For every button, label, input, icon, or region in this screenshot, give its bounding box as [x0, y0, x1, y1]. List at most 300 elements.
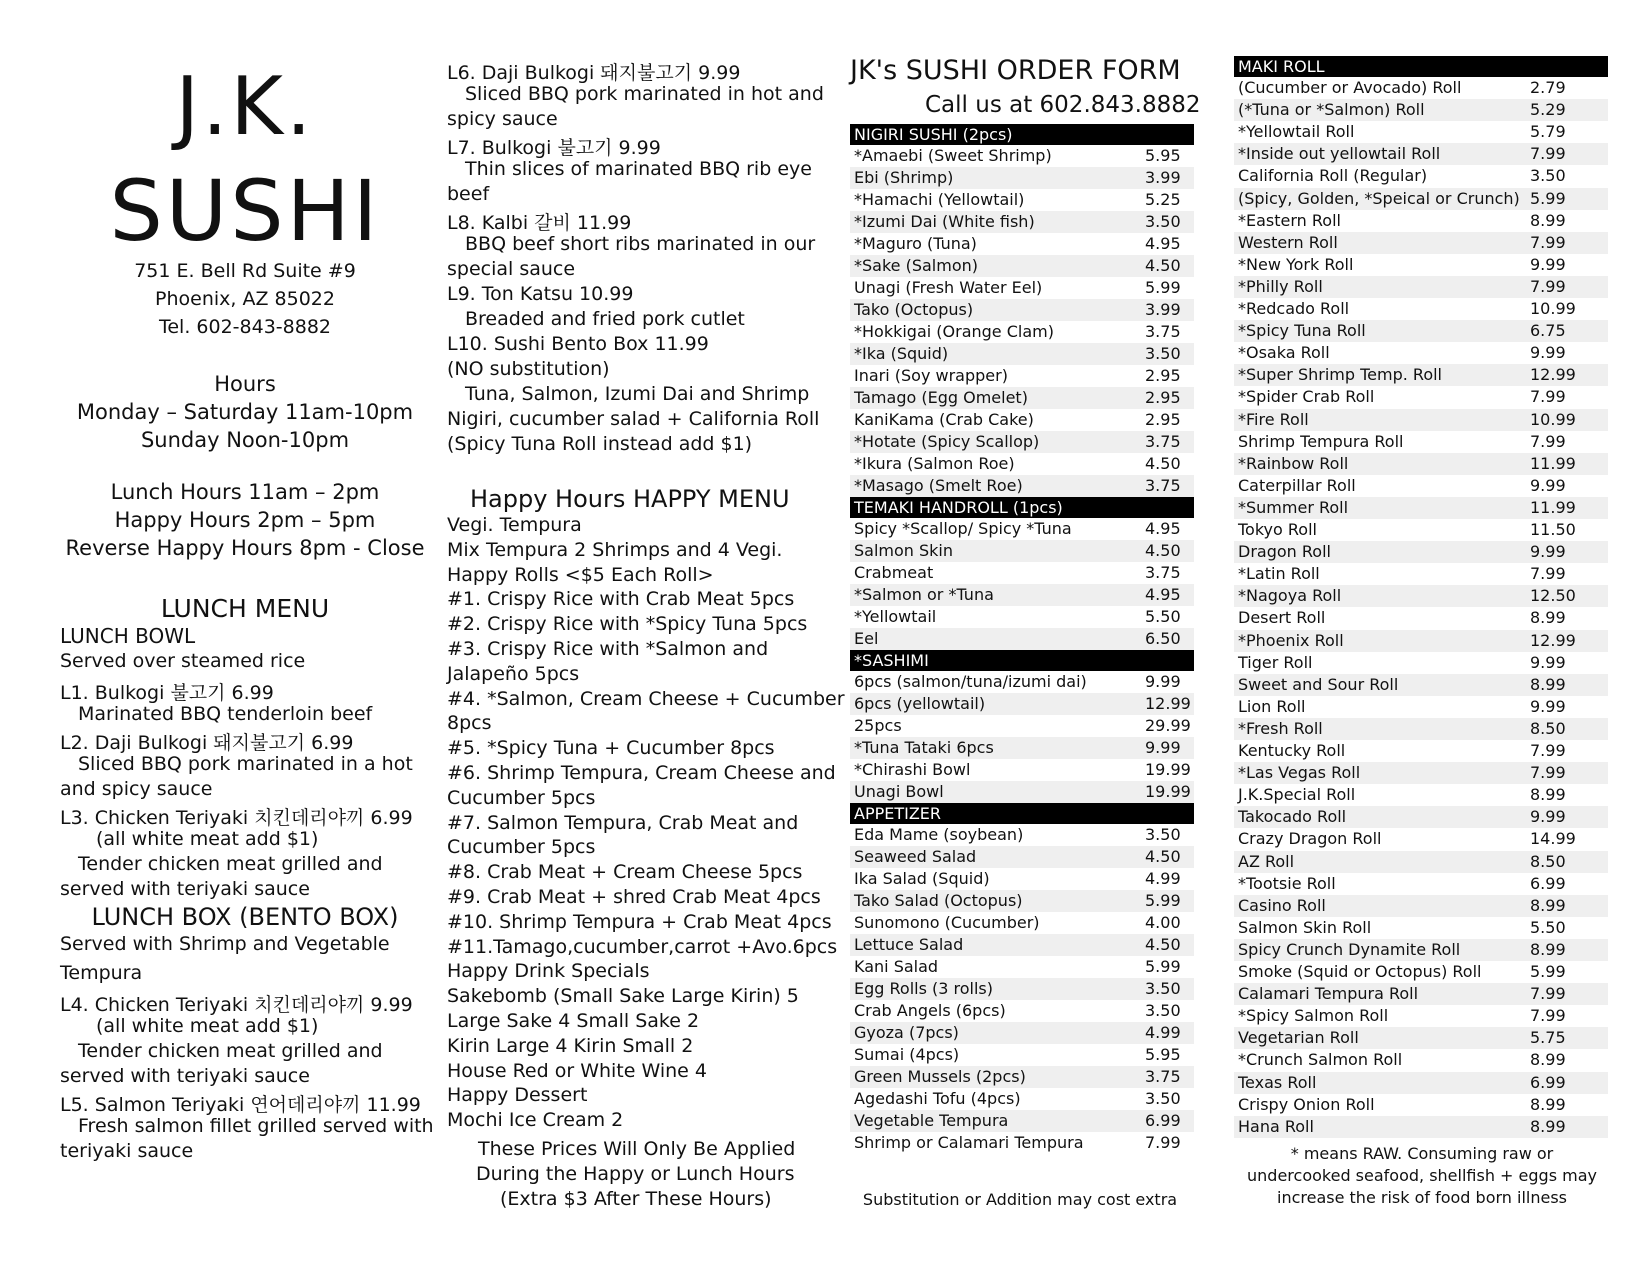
item-name: Calamari Tempura Roll — [1238, 984, 1419, 1004]
item-name: Crabmeat — [854, 563, 934, 582]
hours-reverse: Reverse Happy Hours 8pm - Close — [65, 536, 425, 560]
item-price: 5.99 — [1145, 278, 1181, 297]
maki-roll-row — [1234, 298, 1608, 320]
item-name: *Tuna Tataki 6pcs — [854, 738, 994, 757]
happy-menu-line: Happy Dessert — [447, 1084, 588, 1107]
item-name: *Yellowtail — [854, 607, 937, 626]
item-name: *Las Vegas Roll — [1238, 763, 1361, 783]
maki-roll-row — [1234, 784, 1608, 806]
item-name: *Salmon or *Tuna — [854, 585, 994, 604]
item-name: Salmon Skin Roll — [1238, 917, 1372, 937]
menu-item-l6-desc-2: spicy sauce — [447, 108, 558, 130]
maki-roll-row — [1234, 77, 1608, 99]
item-name: *New York Roll — [1238, 254, 1354, 274]
nigiri-sushi-row — [850, 277, 1194, 299]
maki-roll-row — [1234, 674, 1608, 696]
appetizer-row — [850, 1110, 1194, 1132]
appetizer-row — [850, 846, 1194, 868]
item-price: 4.50 — [1145, 454, 1181, 473]
item-price: 19.99 — [1145, 782, 1191, 801]
appetizer-row — [850, 1000, 1194, 1022]
item-name: *Crunch Salmon Roll — [1238, 1050, 1403, 1070]
menu-item-l1: L1. Bulkogi 불고기 6.99 — [60, 682, 274, 704]
happy-menu-line: #3. Crispy Rice with *Salmon and — [447, 638, 769, 660]
item-name: *Hokkigai (Orange Clam) — [854, 322, 1054, 341]
appetizer-row — [850, 1132, 1194, 1154]
item-price: 5.29 — [1530, 100, 1566, 120]
menu-item-l10-desc-2: Nigiri, cucumber salad + California Roll — [447, 408, 820, 430]
lunch-box-sub-2: Tempura — [60, 962, 143, 984]
sashimi-row — [850, 693, 1194, 715]
happy-menu-line: 8pcs — [447, 712, 492, 735]
item-price: 8.99 — [1530, 1050, 1566, 1070]
item-price: 4.95 — [1145, 234, 1181, 253]
menu-item-l9-desc: Breaded and fried pork cutlet — [465, 308, 745, 330]
appetizer-row — [850, 868, 1194, 890]
menu-item-l4-desc: Tender chicken meat grilled and — [78, 1040, 383, 1062]
item-price: 4.50 — [1145, 541, 1181, 560]
item-price: 5.75 — [1530, 1028, 1566, 1048]
item-name: Western Roll — [1238, 232, 1338, 252]
item-name: *Philly Roll — [1238, 276, 1323, 296]
item-price: 11.99 — [1530, 453, 1576, 473]
item-price: 5.99 — [1145, 891, 1181, 910]
item-name: Unagi Bowl — [854, 782, 944, 801]
item-name: Lettuce Salad — [854, 935, 964, 954]
item-name: Eda Mame (soybean) — [854, 825, 1024, 844]
temaki-handroll-row — [850, 540, 1194, 562]
nigiri-sushi-row — [850, 365, 1194, 387]
menu-item-l8: L8. Kalbi 갈비 11.99 — [447, 212, 632, 234]
maki-roll-row — [1234, 1116, 1608, 1138]
item-name: *Yellowtail Roll — [1238, 122, 1355, 142]
lunch-box-title: LUNCH BOX (BENTO BOX) — [91, 903, 399, 931]
happy-menu-line: #4. *Salmon, Cream Cheese + Cucumber — [447, 687, 845, 710]
menu-item-l3: L3. Chicken Teriyaki 치킨데리야끼 6.99 — [60, 807, 413, 829]
item-name: *Hamachi (Yellowtail) — [854, 190, 1025, 209]
item-name: Lion Roll — [1238, 696, 1306, 716]
item-name: Shrimp or Calamari Tempura — [854, 1133, 1084, 1152]
item-name: Seaweed Salad — [854, 847, 977, 866]
item-name: *Hotate (Spicy Scallop) — [854, 432, 1040, 451]
temaki-handroll-row — [850, 584, 1194, 606]
happy-menu-line: Mochi Ice Cream 2 — [447, 1109, 624, 1132]
item-name: Crispy Onion Roll — [1238, 1094, 1375, 1114]
item-price: 7.99 — [1530, 984, 1566, 1004]
item-price: 7.99 — [1530, 144, 1566, 164]
menu-item-l5-desc-2: teriyaki sauce — [60, 1140, 194, 1162]
item-price: 7.99 — [1530, 431, 1566, 451]
happy-menu-line: Happy Rolls <$5 Each Roll> — [447, 563, 714, 586]
item-price: 7.99 — [1530, 276, 1566, 296]
item-price: 4.99 — [1145, 1023, 1181, 1042]
item-name: Kentucky Roll — [1238, 741, 1346, 760]
item-name: Spicy Crunch Dynamite Roll — [1238, 939, 1461, 959]
item-name: 25pcs — [854, 716, 902, 735]
appetizer-row — [850, 1022, 1194, 1044]
nigiri-sushi-header: NIGIRI SUSHI (2pcs) — [850, 124, 1194, 145]
maki-roll-row — [1234, 232, 1608, 254]
menu-item-l10-note: (NO substitution) — [447, 358, 610, 380]
item-price: 3.50 — [1145, 344, 1181, 363]
maki-roll-row — [1234, 917, 1608, 939]
item-name: Smoke (Squid or Octopus) Roll — [1238, 962, 1482, 981]
happy-menu-line: Cucumber 5pcs — [447, 786, 596, 809]
item-price: 5.99 — [1530, 962, 1566, 981]
maki-roll-row — [1234, 409, 1608, 431]
happy-menu-line: House Red or White Wine 4 — [447, 1059, 707, 1082]
item-price: 6.99 — [1530, 1072, 1566, 1092]
item-price: 8.99 — [1530, 674, 1566, 694]
maki-roll-row — [1234, 1005, 1608, 1027]
item-price: 5.95 — [1145, 1045, 1181, 1064]
item-price: 10.99 — [1530, 299, 1576, 318]
maki-roll-row — [1234, 453, 1608, 475]
appetizer-row — [850, 1044, 1194, 1066]
maki-roll-row — [1234, 99, 1608, 121]
sashimi-row — [850, 671, 1194, 693]
happy-menu-line: Sakebomb (Small Sake Large Kirin) 5 — [447, 985, 799, 1008]
item-name: Shrimp Tempura Roll — [1238, 431, 1404, 451]
item-price: 8.99 — [1530, 939, 1566, 959]
nigiri-sushi-row — [850, 409, 1194, 431]
item-name: *Tootsie Roll — [1238, 873, 1336, 893]
sashimi-row — [850, 781, 1194, 803]
item-price: 4.50 — [1145, 256, 1181, 275]
menu-item-l3-desc-2: served with teriyaki sauce — [60, 878, 310, 900]
item-name: *Spicy Tuna Roll — [1238, 321, 1366, 341]
temaki-handroll-row — [850, 562, 1194, 584]
item-name: Egg Rolls (3 rolls) — [854, 979, 993, 998]
item-price: 12.99 — [1145, 694, 1191, 713]
happy-menu-line: Happy Drink Specials — [447, 960, 650, 983]
item-price: 9.99 — [1530, 343, 1566, 363]
sashimi-row — [850, 759, 1194, 781]
item-name: Sunomono (Cucumber) — [854, 913, 1040, 932]
order-form-title: JK's SUSHI ORDER FORM — [850, 55, 1181, 86]
maki-roll-row — [1234, 851, 1608, 873]
maki-roll-row — [1234, 585, 1608, 607]
happy-note-3: (Extra $3 After These Hours) — [500, 1188, 772, 1210]
item-price: 5.25 — [1145, 190, 1181, 209]
menu-item-l5: L5. Salmon Teriyaki 연어데리야끼 11.99 — [60, 1094, 421, 1116]
maki-roll-header: MAKI ROLL — [1234, 56, 1608, 77]
item-name: AZ Roll — [1238, 851, 1295, 871]
menu-item-l2-desc: Sliced BBQ pork marinated in a hot — [78, 753, 413, 775]
item-price: 4.50 — [1145, 935, 1181, 954]
maki-roll-row — [1234, 607, 1608, 629]
order-form-footer: Substitution or Addition may cost extra — [862, 1190, 1178, 1209]
item-price: 8.99 — [1530, 608, 1566, 628]
happy-menu-line: Mix Tempura 2 Shrimps and 4 Vegi. — [447, 538, 783, 561]
maki-roll-row — [1234, 541, 1608, 563]
item-name: KaniKama (Crab Cake) — [854, 410, 1034, 429]
item-name: Ebi (Shrimp) — [854, 168, 954, 187]
maki-roll-row — [1234, 320, 1608, 342]
item-price: 12.50 — [1530, 586, 1576, 606]
nigiri-sushi-row — [850, 145, 1194, 167]
nigiri-sushi-row — [850, 189, 1194, 211]
item-name: Green Mussels (2pcs) — [854, 1067, 1026, 1086]
sashimi-header: *SASHIMI — [850, 650, 1194, 671]
item-price: 7.99 — [1530, 232, 1566, 252]
maki-roll-row — [1234, 762, 1608, 784]
happy-menu-line: #2. Crispy Rice with *Spicy Tuna 5pcs — [447, 613, 808, 636]
item-name: *Spider Crab Roll — [1238, 387, 1375, 407]
raw-warning-2: undercooked seafood, shellfish + eggs may — [1247, 1166, 1597, 1185]
menu-item-l10: L10. Sushi Bento Box 11.99 — [447, 333, 709, 355]
item-name: *Maguro (Tuna) — [854, 234, 977, 253]
address-city: Phoenix, AZ 85022 — [155, 288, 335, 310]
happy-menu-line: #11.Tamago,cucumber,carrot +Avo.6pcs — [447, 935, 838, 958]
maki-roll-row — [1234, 254, 1608, 276]
item-price: 6.50 — [1145, 629, 1181, 648]
nigiri-sushi-row — [850, 475, 1194, 497]
item-name: *Sake (Salmon) — [854, 256, 978, 275]
happy-menu-line: Kirin Large 4 Kirin Small 2 — [447, 1034, 694, 1057]
menu-item-l6-desc: Sliced BBQ pork marinated in hot and — [465, 83, 824, 105]
nigiri-sushi-row — [850, 255, 1194, 277]
happy-note-2: During the Happy or Lunch Hours — [476, 1163, 795, 1185]
maki-roll-row — [1234, 961, 1608, 983]
maki-roll-row — [1234, 276, 1608, 298]
item-price: 4.95 — [1145, 519, 1181, 538]
item-price: 8.99 — [1530, 895, 1566, 915]
maki-roll-row — [1234, 563, 1608, 585]
item-price: 9.99 — [1530, 542, 1566, 562]
hours-weekdays: Monday – Saturday 11am-10pm — [76, 400, 414, 424]
nigiri-sushi-row — [850, 343, 1194, 365]
item-price: 2.95 — [1145, 366, 1181, 385]
item-price: 8.99 — [1530, 1116, 1566, 1136]
menu-item-l3-desc: Tender chicken meat grilled and — [78, 853, 383, 875]
item-name: (Cucumber or Avocado) Roll — [1238, 78, 1462, 97]
maki-roll-row — [1234, 431, 1608, 453]
menu-item-l4-note: (all white meat add $1) — [96, 1015, 319, 1037]
appetizer-header: APPETIZER — [850, 803, 1194, 824]
item-name: Dragon Roll — [1238, 542, 1331, 562]
maki-roll-row — [1234, 210, 1608, 232]
item-price: 14.99 — [1530, 829, 1576, 849]
happy-menu-line: #10. Shrimp Tempura + Crab Meat 4pcs — [447, 910, 832, 933]
item-price: 3.75 — [1145, 476, 1181, 495]
item-price: 6.75 — [1530, 321, 1566, 341]
happy-menu-line: #8. Crab Meat + Cream Cheese 5pcs — [447, 861, 803, 884]
item-price: 3.75 — [1145, 1067, 1181, 1086]
item-price: 3.50 — [1145, 825, 1181, 844]
maki-roll-row — [1234, 188, 1608, 210]
sashimi-row — [850, 715, 1194, 737]
menu-item-l8-desc-2: special sauce — [447, 258, 576, 280]
item-name: *Eastern Roll — [1238, 210, 1341, 230]
maki-roll-row — [1234, 939, 1608, 961]
hours-sunday: Sunday Noon-10pm — [140, 428, 350, 452]
item-name: *Ika (Squid) — [854, 344, 949, 363]
item-price: 8.99 — [1530, 210, 1566, 230]
item-price: 7.99 — [1530, 741, 1566, 760]
item-name: Agedashi Tofu (4pcs) — [854, 1089, 1021, 1108]
item-name: *Chirashi Bowl — [854, 760, 971, 779]
item-price: 11.50 — [1530, 520, 1576, 539]
menu-item-l4-desc-2: served with teriyaki sauce — [60, 1065, 310, 1087]
happy-menu-line: #9. Crab Meat + shred Crab Meat 4pcs — [447, 886, 821, 908]
item-name: Ika Salad (Squid) — [854, 869, 990, 888]
happy-menu-line: Vegi. Tempura — [447, 514, 582, 536]
item-name: Tiger Roll — [1238, 652, 1313, 672]
appetizer-row — [850, 1088, 1194, 1110]
item-price: 4.00 — [1145, 913, 1181, 932]
item-name: *Izumi Dai (White fish) — [854, 212, 1035, 231]
item-name: Texas Roll — [1238, 1072, 1317, 1092]
raw-warning-3: increase the risk of food born illness — [1277, 1188, 1567, 1207]
item-price: 4.50 — [1145, 847, 1181, 866]
item-price: 29.99 — [1145, 716, 1191, 735]
happy-menu-title: Happy Hours HAPPY MENU — [470, 485, 790, 513]
item-price: 3.75 — [1145, 563, 1181, 582]
item-name: 6pcs (yellowtail) — [854, 694, 986, 713]
maki-roll-row — [1234, 519, 1608, 541]
item-price: 3.50 — [1145, 1089, 1181, 1108]
item-price: 5.50 — [1145, 607, 1181, 626]
maki-roll-row — [1234, 652, 1608, 674]
happy-menu-line: Cucumber 5pcs — [447, 836, 596, 859]
menu-item-l10-desc-3: (Spicy Tuna Roll instead add $1) — [447, 433, 753, 455]
maki-roll-row — [1234, 740, 1608, 762]
item-price: 4.95 — [1145, 585, 1181, 604]
menu-item-l10-desc: Tuna, Salmon, Izumi Dai and Shrimp — [465, 383, 810, 405]
item-name: *Redcado Roll — [1238, 299, 1350, 318]
item-name: *Summer Roll — [1238, 497, 1349, 517]
appetizer-row — [850, 956, 1194, 978]
item-name: Spicy *Scallop/ Spicy *Tuna — [854, 519, 1072, 538]
item-price: 7.99 — [1530, 564, 1566, 584]
menu-item-l3-note: (all white meat add $1) — [96, 828, 319, 850]
menu-item-l4: L4. Chicken Teriyaki 치킨데리야끼 9.99 — [60, 994, 413, 1016]
lunch-bowl-sub: Served over steamed rice — [60, 650, 306, 672]
item-name: Casino Roll — [1238, 895, 1326, 915]
appetizer-row — [850, 934, 1194, 956]
item-name: *Ikura (Salmon Roe) — [854, 454, 1015, 473]
item-price: 9.99 — [1530, 475, 1566, 495]
maki-roll-row — [1234, 696, 1608, 718]
item-price: 3.99 — [1145, 300, 1181, 319]
item-name: Gyoza (7pcs) — [854, 1023, 959, 1042]
nigiri-sushi-row — [850, 387, 1194, 409]
item-name: *Fresh Roll — [1238, 718, 1323, 738]
item-name: Eel — [854, 629, 879, 648]
menu-item-l7-desc: Thin slices of marinated BBQ rib eye — [465, 158, 812, 180]
sashimi-row — [850, 737, 1194, 759]
item-name: *Latin Roll — [1238, 564, 1320, 584]
item-price: 7.99 — [1530, 387, 1566, 407]
maki-roll-row — [1234, 828, 1608, 850]
maki-roll-row — [1234, 475, 1608, 497]
item-name: *Inside out yellowtail Roll — [1238, 144, 1441, 164]
appetizer-row — [850, 824, 1194, 846]
item-price: 12.99 — [1530, 630, 1576, 650]
happy-menu-line: #5. *Spicy Tuna + Cucumber 8pcs — [447, 737, 775, 760]
item-price: 6.99 — [1145, 1111, 1181, 1130]
item-name: Desert Roll — [1238, 608, 1326, 628]
item-price: 9.99 — [1145, 738, 1181, 757]
nigiri-sushi-row — [850, 233, 1194, 255]
item-price: 10.99 — [1530, 409, 1576, 429]
item-price: 3.75 — [1145, 322, 1181, 341]
item-price: 3.50 — [1145, 979, 1181, 998]
order-form-phone: Call us at 602.843.8882 — [925, 92, 1201, 118]
item-price: 9.99 — [1145, 672, 1181, 691]
item-price: 9.99 — [1530, 254, 1566, 274]
item-name: Hana Roll — [1238, 1116, 1314, 1136]
item-name: Tako (Octopus) — [854, 300, 974, 319]
appetizer-row — [850, 912, 1194, 934]
hours-happy: Happy Hours 2pm – 5pm — [114, 508, 376, 532]
item-name: *Masago (Smelt Roe) — [854, 476, 1023, 495]
item-name: California Roll (Regular) — [1238, 166, 1428, 186]
appetizer-row — [850, 890, 1194, 912]
address-street: 751 E. Bell Rd Suite #9 — [134, 260, 356, 282]
item-price: 3.50 — [1145, 1001, 1181, 1020]
maki-roll-row — [1234, 1094, 1608, 1116]
lunch-bowl-heading: LUNCH BOWL — [60, 624, 196, 648]
item-name: Crazy Dragon Roll — [1238, 829, 1382, 849]
nigiri-sushi-row — [850, 321, 1194, 343]
item-price: 5.95 — [1145, 146, 1181, 165]
menu-item-l1-desc: Marinated BBQ tenderloin beef — [78, 703, 373, 725]
item-name: *Phoenix Roll — [1238, 630, 1344, 650]
menu-item-l6: L6. Daji Bulkogi 돼지불고기 9.99 — [447, 62, 741, 84]
item-name: Salmon Skin — [854, 541, 954, 560]
menu-item-l5-desc: Fresh salmon fillet grilled served with — [78, 1115, 434, 1137]
nigiri-sushi-row — [850, 431, 1194, 453]
item-name: Caterpillar Roll — [1238, 475, 1356, 495]
maki-roll-row — [1234, 386, 1608, 408]
item-name: Takocado Roll — [1238, 807, 1347, 827]
item-name: *Super Shrimp Temp. Roll — [1238, 365, 1442, 385]
menu-item-l7-desc-2: beef — [447, 183, 490, 205]
item-price: 8.99 — [1530, 1094, 1566, 1114]
item-name: Crab Angels (6pcs) — [854, 1001, 1006, 1020]
maki-roll-row — [1234, 165, 1608, 187]
item-price: 8.50 — [1530, 851, 1566, 871]
item-name: Tokyo Roll — [1238, 520, 1317, 539]
item-name: Unagi (Fresh Water Eel) — [854, 278, 1043, 297]
logo-line-1: J.K. — [175, 60, 315, 153]
happy-menu-line: #6. Shrimp Tempura, Cream Cheese and — [447, 762, 836, 784]
raw-warning-1: * means RAW. Consuming raw or — [1290, 1144, 1554, 1163]
nigiri-sushi-row — [850, 211, 1194, 233]
item-name: Tako Salad (Octopus) — [854, 891, 1023, 910]
nigiri-sushi-row — [850, 167, 1194, 189]
item-price: 2.95 — [1145, 410, 1181, 429]
hours-lunch: Lunch Hours 11am – 2pm — [110, 480, 380, 504]
maki-roll-row — [1234, 630, 1608, 652]
item-price: 5.99 — [1530, 188, 1566, 208]
item-price: 9.99 — [1530, 696, 1566, 716]
item-price: 7.99 — [1530, 1006, 1566, 1026]
item-name: *Amaebi (Sweet Shrimp) — [854, 146, 1052, 165]
item-name: Sweet and Sour Roll — [1238, 674, 1399, 694]
item-price: 5.50 — [1530, 917, 1566, 937]
address-tel: Tel. 602-843-8882 — [158, 316, 332, 338]
item-name: Sumai (4pcs) — [854, 1045, 960, 1064]
happy-menu-line: #7. Salmon Tempura, Crab Meat and — [447, 811, 799, 834]
nigiri-sushi-row — [850, 453, 1194, 475]
logo-line-2: SUSHI — [109, 162, 381, 260]
item-name: (Spicy, Golden, *Speical or Crunch) — [1238, 188, 1520, 208]
item-price: 11.99 — [1530, 497, 1576, 517]
maki-roll-row — [1234, 718, 1608, 740]
